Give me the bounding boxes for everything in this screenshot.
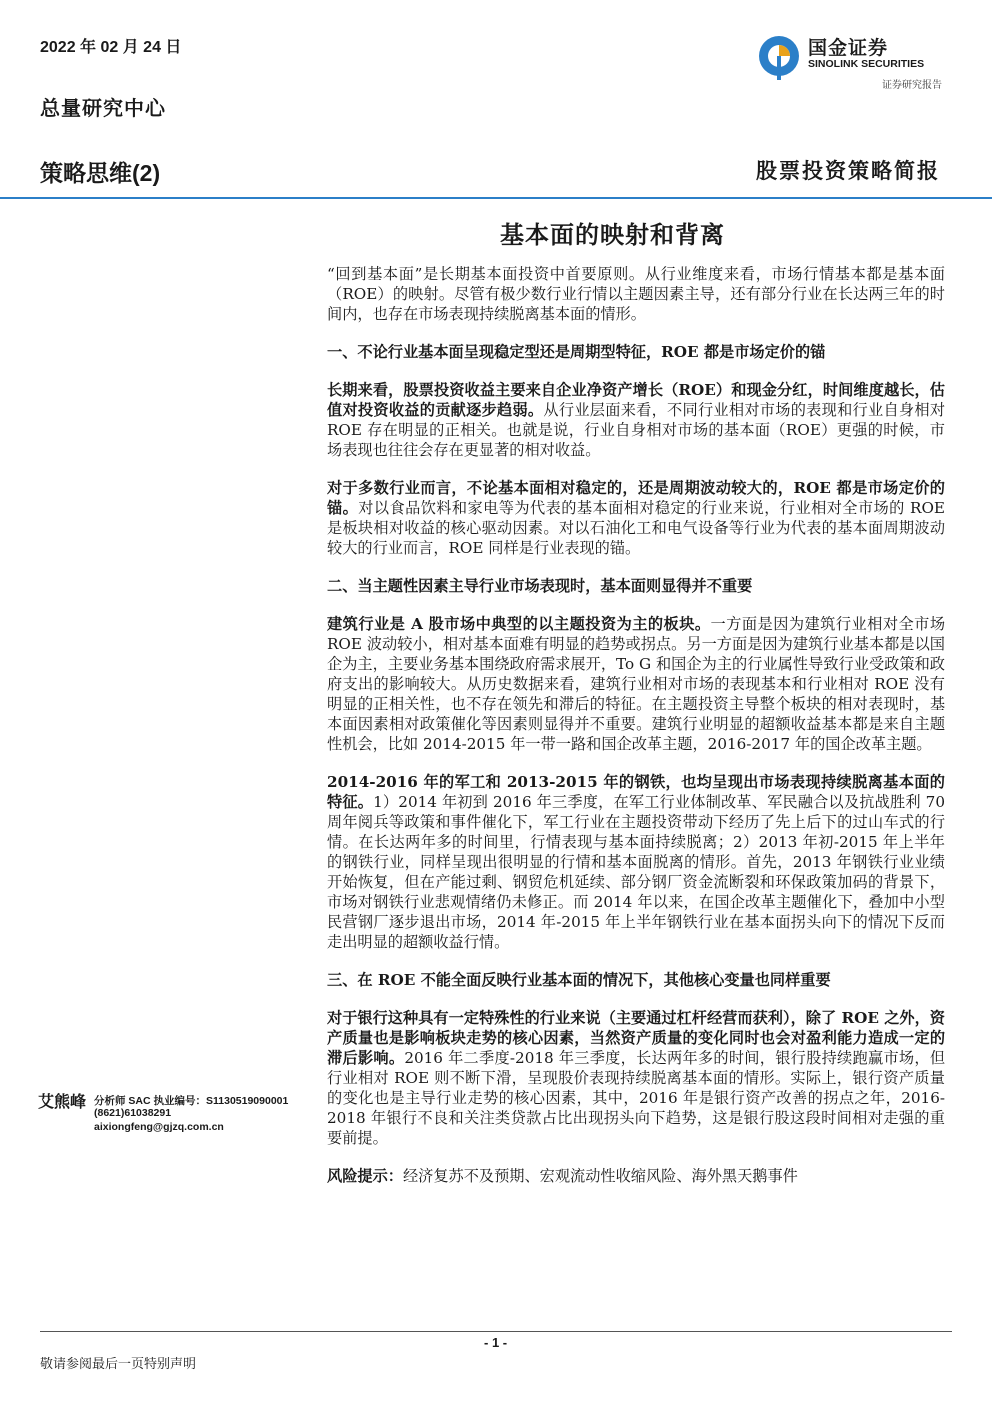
page-number: - 1 - [484, 1335, 508, 1350]
paragraph-3 [327, 614, 945, 754]
risk-warning [327, 1166, 945, 1186]
paragraph-2-body: 对以食品饮料和家电等为代表的基本面相对稳定的行业来说，行业相对全市场的 ROE 是板块相对收益的核心驱动因素。对以石油化工和电气设备等行业为代表的基本面周期波动较大的行业而言，ROE 同样是行业表现的锚。 [327, 499, 945, 557]
logo-text-en: SINOLINK SECURITIES [808, 58, 925, 70]
footer-disclaimer: 敬请参阅最后一页特别声明 [40, 1357, 197, 1372]
analyst-email[interactable]: aixiongfeng@gjzq.com.cn [94, 1121, 224, 1133]
paragraph-2-lead: 对于多数行业而言，不论基本面相对稳定的，还是周期波动较大的，ROE 都是市场定价的锚。 [327, 479, 945, 517]
header-divider [0, 197, 992, 199]
paragraph-3-body: 一方面是因为建筑行业相对全市场 ROE 波动较小，相对基本面难有明显的趋势或拐点。另一方面是因为建筑行业基本都是以国企为主，主要业务基本围绕政府需求展开，To G 和国企为主的行业属性导致行业受政策和政府支出的影响较大。从历史数据来看，建筑行业相对市场的表现基本和行业相对 ROE 没有明显的正相关性，也不存在领先和滞后的特征。在主题投资主导整个板块的相对表现时，基本面因素相对政策催化等因素则显得并不重要。建筑行业明显的超额收益基本都是来自主题性机会，比如 2014-2015 年一带一路和国企改革主题，2016-2017 年的国企改革主题。 [327, 615, 946, 753]
paragraph-1 [327, 380, 945, 460]
paragraph-4 [327, 772, 945, 952]
report-body [327, 264, 945, 1186]
intro-paragraph: “回到基本面”是长期基本面投资中首要原则。从行业维度来看，市场行情基本都是基本面（ROE）的映射。尽管有极少数行业行情以主题因素主导，还有部分行业在长达两三年的时间内，也存在市场表现持续脱离基本面的情形。 [327, 265, 945, 323]
series-title: 策略思维(2) [40, 160, 161, 186]
paragraph-4-body: 1）2014 年初到 2016 年三季度，在军工行业体制改革、军民融合以及抗战胜利 70 周年阅兵等政策和事件催化下，军工行业在主题投资带动下经历了先上后下的过山车式的行情。在长达两年多的时间里，行情表现与基本面持续脱离；2）2013 年初-2015 年上半年的钢铁行业，同样呈现出很明显的行情和基本面脱离的情形。首先，2013 年钢铁行业业绩开始恢复，但在产能过剩、钢贸危机延续、部分钢厂资金流断裂和环保政策加码的背景下，市场对钢铁行业悲观情绪仍未修正。而 2014 年以来，在国企改革主题催化下，叠加中小型民营钢厂逐步退出市场，2014 年-2015 年上半年钢铁行业在基本面拐头向下的情况下反而走出明显的超额收益行情。 [327, 793, 946, 951]
report-type-label: 股票投资策略简报 [756, 158, 940, 183]
paragraph-5-lead: 对于银行这种具有一定特殊性的行业来说（主要通过杠杆经营而获利），除了 ROE 之外，资产质量也是影响板块走势的核心因素，当然资产质量的变化同时也会对盈利能力造成一定的滞后影响。 [327, 1009, 945, 1067]
footer-divider [40, 1331, 952, 1332]
section-heading-2: 二、当主题性因素主导行业市场表现时，基本面则显得并不重要 [327, 577, 753, 595]
logo-text-cn: 国金证券 [808, 38, 889, 59]
paragraph-2 [327, 478, 945, 558]
logo-subtitle: 证券研究报告 [882, 80, 942, 91]
paragraph-1-body: 从行业层面来看，不同行业相对市场的表现和行业自身相对 ROE 存在明显的正相关。也就是说，行业自身相对市场的基本面（ROE）更强的时候，市场表现也往往会存在更显著的相对收益。 [327, 401, 946, 459]
report-title: 基本面的映射和背离 [500, 220, 725, 249]
report-date: 2022 年 02 月 24 日 [40, 39, 182, 56]
paragraph-5-body: 2016 年二季度-2018 年三季度，长达两年多的时间，银行股持续跑赢市场，但行业相对 ROE 则不断下滑，呈现股价表现持续脱离基本面的情形。实际上，银行资产质量的变化也是主导行业走势的核心因素，其中，2016 年是银行资产改善的拐点之年，2016-2018 年银行不良和关注类贷款占比出现拐头向下趋势，这是银行股这段时间相对走强的重要前提。 [327, 1049, 946, 1147]
risk-text: 经济复苏不及预期、宏观流动性收缩风险、海外黑天鹅事件 [402, 1167, 798, 1185]
analyst-phone: (8621)61038291 [94, 1107, 172, 1119]
research-center-label: 总量研究中心 [40, 96, 166, 120]
analyst-name: 艾熊峰 [38, 1092, 87, 1111]
risk-label: 风险提示： [327, 1167, 403, 1185]
paragraph-1-lead: 长期来看，股票投资收益主要来自企业净资产增长（ROE）和现金分红，时间维度越长，估值对投资收益的贡献逐步趋弱。 [327, 381, 945, 419]
paragraph-3-lead: 建筑行业是 A 股市场中典型的以主题投资为主的板块。 [327, 615, 711, 633]
paragraph-4-lead: 2014-2016 年的军工和 2013-2015 年的钢铁，也均呈现出市场表现持续脱离基本面的特征。 [327, 773, 945, 811]
section-heading-1: 一、不论行业基本面呈现稳定型还是周期型特征，ROE 都是市场定价的锚 [327, 343, 826, 361]
section-heading-3: 三、在 ROE 不能全面反映行业基本面的情况下，其他核心变量也同样重要 [327, 971, 831, 989]
analyst-cert: 分析师 SAC 执业编号：S1130519090001 [94, 1095, 289, 1107]
paragraph-5 [327, 1008, 945, 1148]
